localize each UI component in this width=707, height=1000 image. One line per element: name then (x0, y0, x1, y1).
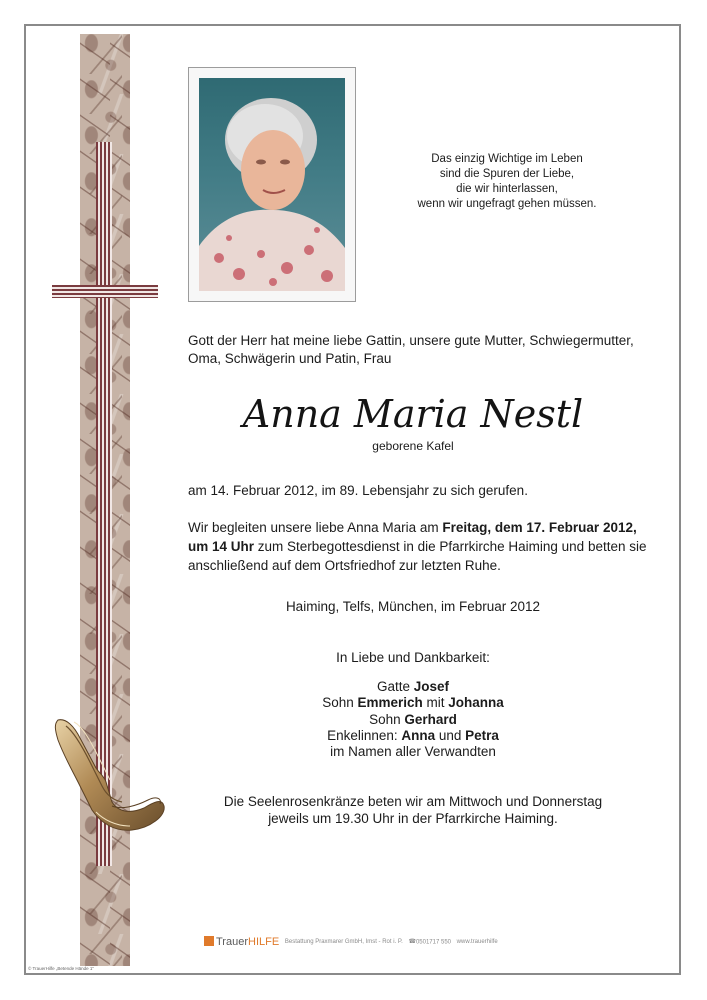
place-date: Haiming, Telfs, München, im Februar 2012 (285, 599, 541, 614)
quote-line: Das einzig Wichtige im Leben (431, 153, 583, 165)
footer-logo: TrauerHILFE (216, 936, 280, 948)
funeral-date: Freitag, dem 17. Februar 2012, (442, 520, 637, 535)
family-grandchildren: Enkelinnen: Anna und Petra (327, 727, 499, 743)
quote-line: sind die Spuren der Liebe, (439, 168, 575, 180)
epigraph-quote (380, 152, 634, 212)
footer (204, 934, 604, 950)
footer-web: www.trauerhilfe (456, 939, 498, 945)
family-husband: Gatte Josef (376, 679, 450, 694)
rosary-line-1: Die Seelenrosenkränze beten wir am Mittwoch und Donnerstag (223, 794, 603, 809)
deceased-name: Anna Maria Nestl (242, 392, 584, 436)
praying-hands-icon (52, 716, 168, 834)
family-son-1: Sohn Emmerich mit Johanna (322, 695, 504, 711)
footer-company: Bestattung Praxmarer GmbH, Imst - Rot i. P. (284, 939, 403, 945)
family-list (188, 679, 638, 760)
portrait-frame (188, 67, 356, 302)
funeral-text-2: zum Sterbegottesdienst in die Pfarrkirche Haiming und betten sie anschließend auf dem Ortsfriedhof zur letzten Ruhe. (188, 539, 647, 573)
cross-horizontal-beam (52, 285, 158, 298)
funeral-text-1: Wir begleiten unsere liebe Anna Maria am (188, 520, 443, 535)
funeral-details (188, 518, 650, 575)
thanks-heading: In Liebe und Dankbarkeit: (336, 650, 490, 665)
rosary-line-2: jeweils um 19.30 Uhr in der Pfarrkirche Haiming. (268, 811, 558, 826)
quote-line: die wir hinterlassen, (456, 183, 558, 195)
death-date-text: am 14. Februar 2012, im 89. Lebensjahr zu sich gerufen. (188, 483, 528, 498)
footer-phone: 0501717 550 (415, 939, 451, 946)
funeral-time: um 14 Uhr (188, 539, 255, 554)
portrait-photo (199, 78, 345, 291)
quote-line: wenn wir ungefragt gehen müssen. (417, 198, 597, 210)
phone-icon: ☎ (408, 939, 416, 945)
trauerhilfe-logo-icon (204, 936, 214, 946)
rosary-notice (188, 793, 638, 827)
maiden-name: geborene Kafel (372, 439, 454, 453)
family-relatives: im Namen aller Verwandten (330, 744, 496, 760)
family-son-2: Sohn Gerhard (369, 711, 457, 727)
portrait-image (199, 78, 345, 291)
copyright-note: © TrauerHilfe „Betende Hände 1" (28, 966, 94, 971)
intro-text: Gott der Herr hat meine liebe Gattin, unsere gute Mutter, Schwiegermutter, Oma, Schwägerin und Patin, Frau (188, 333, 634, 366)
